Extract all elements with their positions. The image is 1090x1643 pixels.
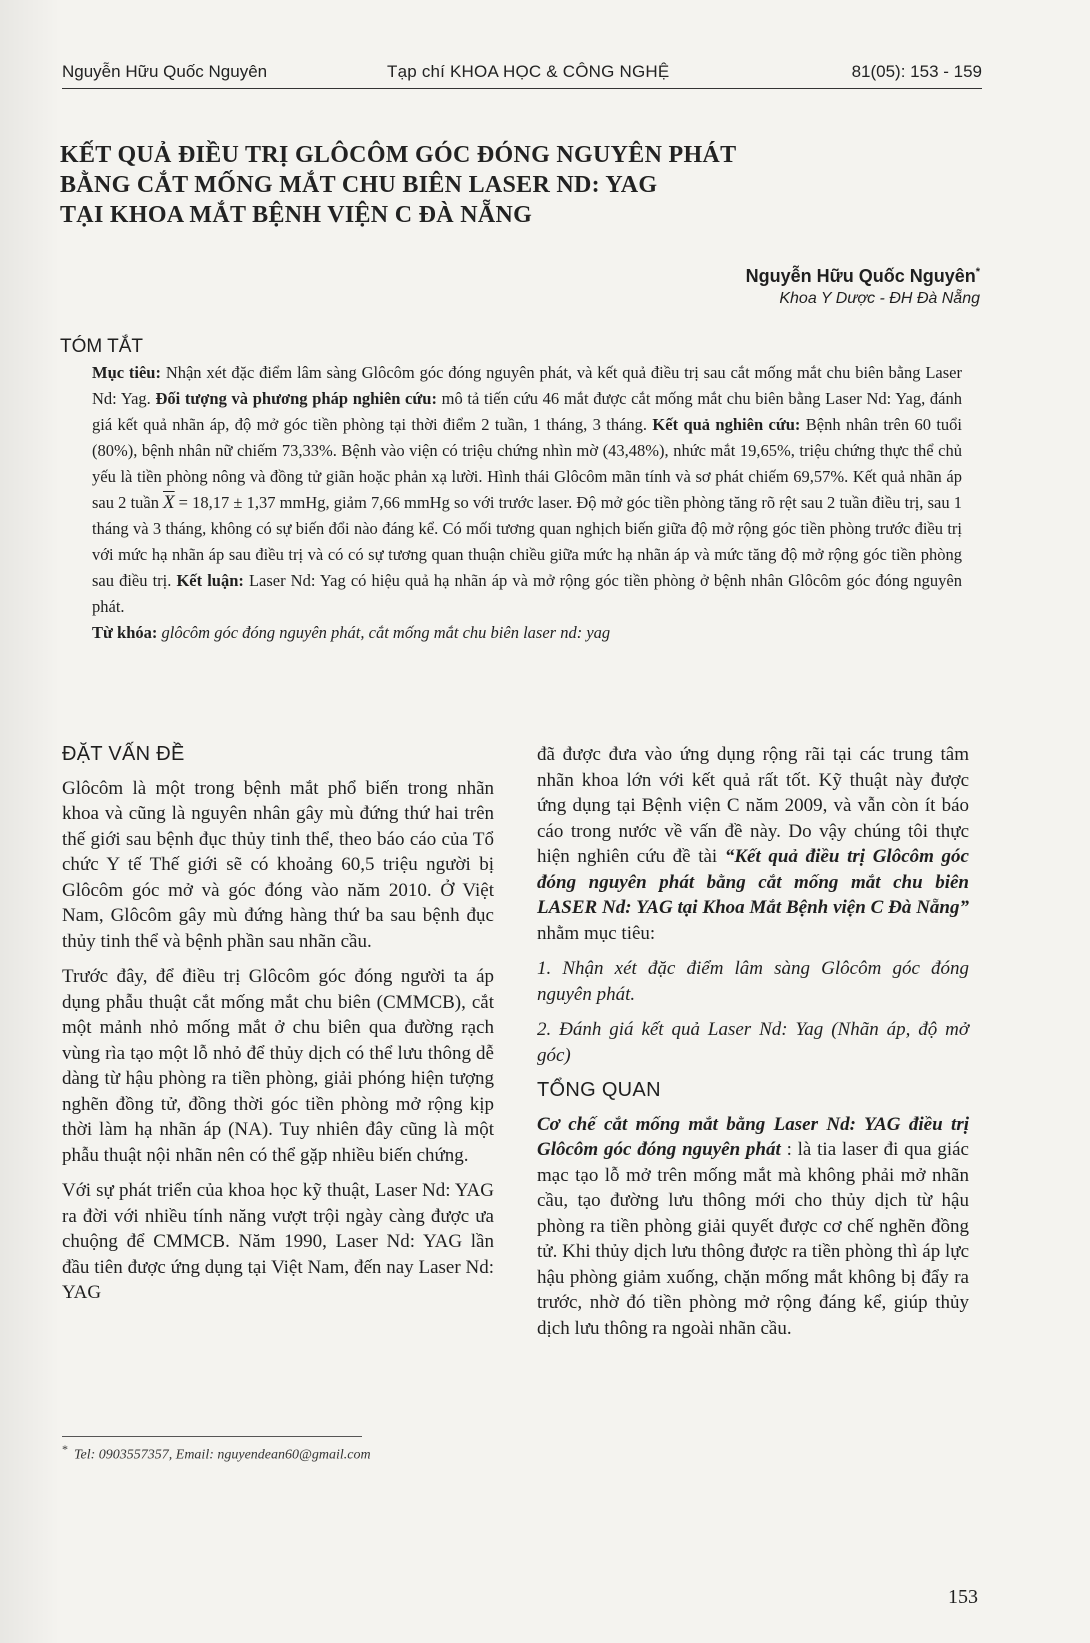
author-name-text: Nguyễn Hữu Quốc Nguyên (745, 266, 976, 286)
methods-text: mô tả tiến cứu 46 mắt được cắt mống mắt chu biên bằng Laser Nd: Yag, đánh giá kết quả nhãn áp, độ mở góc tiền phòng tại thời điểm 2 tuần, 1 tháng, 3 tháng. (92, 389, 962, 434)
results-label: Kết quả nghiên cứu: (652, 415, 801, 434)
author-block (746, 260, 980, 310)
abstract-body (92, 360, 962, 620)
footnote-rule (62, 1436, 362, 1437)
results-text-2: = 18,17 ± 1,37 mmHg, giảm 7,66 mmHg so với trước laser. Độ mở góc tiền phòng tăng rõ rệt sau 2 tuần điều trị, sau 1 tháng và 3 tháng, không có sự biến đổi nào đáng kể. Có mối tương quan nghịch biến giữa độ mở rộng góc tiền phòng trước điều trị với mức hạ nhãn áp sau điều trị và có có sự tương quan thuận chiều giữa mức hạ nhãn áp và mức tăng độ mở rộng góc tiền phòng sau điều trị. (92, 493, 962, 590)
title-line-1: KẾT QUẢ ĐIỀU TRỊ GLÔCÔM GÓC ĐÓNG NGUYÊN PHÁT (60, 142, 737, 168)
objective-text: Nhận xét đặc điểm lâm sàng Glôcôm góc đóng nguyên phát, và kết quả điều trị sau cắt mống mắt chu biên bằng Laser Nd: Yag. (92, 363, 962, 408)
overview-paragraph (537, 1112, 969, 1342)
article-title (60, 140, 840, 230)
intro-paragraph-1: Glôcôm là một trong bệnh mắt phổ biến trong nhãn khoa và cũng là nguyên nhân gây mù đứng thứ hai trên thế giới sau bệnh đục thủy tinh thể, theo báo cáo của Tổ chức Y tế Thế giới sẽ có khoảng 60,5 triệu người bị Glôcôm góc mở và góc đóng vào năm 2010. Ở Việt Nam, Glôcôm gây mù đứng hàng thứ ba sau bệnh đục thủy tinh thể và bệnh phần sau nhãn cầu. (62, 777, 494, 952)
footnote (62, 1442, 371, 1464)
conclusion-label: Kết luận: (176, 571, 244, 590)
mean-symbol: $\overline{X}$ (163, 492, 175, 513)
p4-end: nhằm mục tiêu: (537, 922, 656, 944)
author-mark: * (975, 266, 980, 278)
intro-paragraph-4 (537, 742, 969, 946)
footnote-mark: * (62, 1442, 68, 1456)
intro-paragraph-2: Trước đây, để điều trị Glôcôm góc đóng người ta áp dụng phẫu thuật cắt mống mắt chu biên (CMMCB), cắt một mảnh nhỏ mống mắt ở chu biên qua đường rạch vùng rìa tạo một lỗ nhỏ để thủy dịch có thể lưu thông dễ dàng từ hậu phòng ra tiền phòng, giải phóng hiện tượng nghẽn đồng tử, đồng thời góc tiền phòng mở rộng kịp thời làm hạ nhãn áp (NA). Tuy nhiên đây cũng là một phẫu thuật nội nhãn nên có thể gặp nhiều biến chứng. (62, 966, 494, 1166)
study-title: “Kết quả điều trị Glôcôm góc đóng nguyên phát bằng cắt mống mắt chu biên LASER Nd: YAG tại Khoa Mắt Bệnh viện C Đà Nẵng” (537, 846, 969, 918)
header-author: Nguyễn Hữu Quốc Nguyên (62, 62, 268, 81)
methods-label: Đối tượng và phương pháp nghiên cứu: (155, 389, 437, 408)
scan-shadow (0, 0, 60, 1643)
abstract (92, 360, 962, 646)
overview-heading: TỔNG QUAN (537, 1079, 661, 1101)
title-line-2: BẰNG CẮT MỐNG MẮT CHU BIÊN LASER ND: YAG (60, 172, 658, 198)
running-header (62, 60, 982, 89)
title-line-3: TẠI KHOA MẮT BỆNH VIỆN C ĐÀ NẴNG (60, 202, 533, 228)
keywords-text: glôcôm góc đóng nguyên phát, cắt mống mắt chu biên laser nd: yag (157, 623, 611, 642)
objective-label: Mục tiêu: (92, 363, 161, 382)
abstract-heading: TÓM TẮT (60, 336, 144, 357)
footnote-text: Tel: 0903557357, Email: nguyendean60@gmail.com (74, 1447, 371, 1463)
objective-1: 1. Nhận xét đặc điểm lâm sàng Glôcôm góc đóng nguyên phát. (537, 958, 969, 1005)
page-number: 153 (948, 1586, 978, 1608)
author-affiliation: Khoa Y Dược - ĐH Đà Nẵng (779, 290, 980, 307)
author-name (746, 260, 980, 288)
keywords (92, 620, 962, 646)
intro-heading: ĐẶT VẤN ĐỀ (62, 743, 185, 765)
overview-text: : là tia laser đi qua giác mạc tạo lỗ mở trên mống mắt mà không phải mở nhãn cầu, tạo đường lưu thông mới cho thủy dịch từ hậu phòng ra tiền phòng giải quyết được cơ chế nghẽn đồng tử. Khi thủy dịch lưu thông được ra tiền phòng thì áp lực hậu phòng giảm xuống, chặn mống mắt không bị đẩy ra trước, nhờ đó tiền phòng mở rộng đáng kể, giúp thủy dịch lưu thông ra ngoài nhãn cầu. (537, 1139, 969, 1339)
left-column (62, 742, 494, 1316)
objective-2: 2. Đánh giá kết quả Laser Nd: Yag (Nhãn áp, độ mở góc) (537, 1019, 969, 1066)
header-journal: Tạp chí KHOA HỌC & CÔNG NGHỆ (387, 62, 670, 81)
overview-lead: Cơ chế cắt mống mắt bằng Laser Nd: YAG điều trị Glôcôm góc đóng nguyên phát (537, 1113, 969, 1160)
header-issue: 81(05): 153 - 159 (851, 62, 982, 81)
right-column (537, 742, 969, 1351)
keywords-label: Từ khóa: (92, 623, 158, 642)
results-text-1: Bệnh nhân trên 60 tuổi (80%), bệnh nhân nữ chiếm 73,33%. Bệnh vào viện có triệu chứng nhìn mờ (43,48%), nhức mắt 19,65%, triệu chứng thực thể chủ yếu là tiền phòng nông và đồng tử giãn hoặc phản xạ lười. Hình thái Glôcôm mãn tính và sơ phát chiếm 69,57%. Kết quả nhãn áp sau 2 tuần (92, 415, 962, 512)
p4-start: đã được đưa vào ứng dụng rộng rãi tại các trung tâm nhãn khoa lớn với kết quả rất tốt. Kỹ thuật này được ứng dụng tại Bệnh viện C năm 2009, và vẫn còn ít báo cáo trong nước về vấn đề này. Do vậy chúng tôi thực hiện nghiên cứu đề tài (537, 744, 969, 867)
conclusion-text: Laser Nd: Yag có hiệu quả hạ nhãn áp và mở rộng góc tiền phòng ở bệnh nhân Glôcôm góc đóng nguyên phát. (92, 571, 962, 616)
intro-paragraph-3: Với sự phát triển của khoa học kỹ thuật, Laser Nd: YAG ra đời với nhiều tính năng vượt trội ngày càng được ưa chuộng để CMMCB. Năm 1990, Laser Nd: YAG lần đầu tiên được ứng dụng tại Việt Nam, đến nay Laser Nd: YAG (62, 1180, 494, 1303)
